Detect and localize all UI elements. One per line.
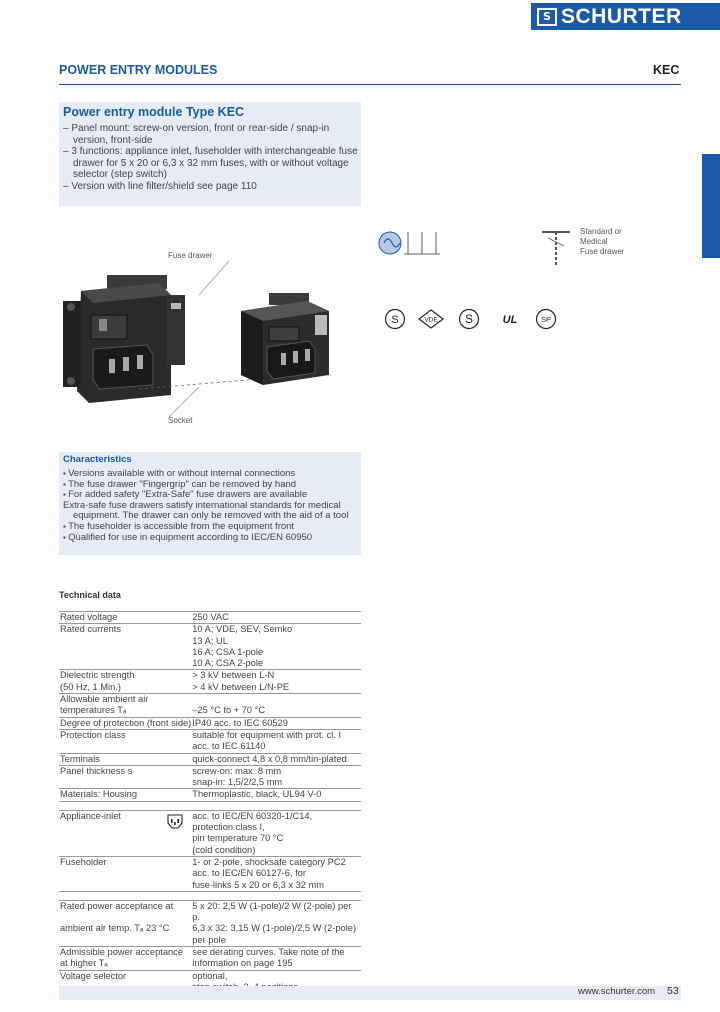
csa-cert-icon [535, 307, 557, 331]
table-row [59, 947, 361, 959]
tech-value: Thermoplastic, black, UL94 V-0 [191, 789, 361, 801]
tech-key [59, 845, 191, 857]
characteristics-title: Characteristics [63, 454, 132, 465]
table-row [59, 753, 361, 765]
tech-value: screw-on: max. 8 mm [191, 765, 361, 777]
intro-title: Power entry module Type KEC [63, 105, 245, 119]
tech-value [191, 694, 361, 706]
tech-value: –25 °C to + 70 °C [192, 705, 266, 716]
table-row [59, 705, 361, 717]
characteristics-item: ▪ Qualified for use in equipment according to IEC/EN 60950 [63, 533, 359, 544]
tech-value: quick-connect 4,8 x 0,8 mm/tin-plated [191, 753, 361, 765]
cert-label: SP [540, 315, 552, 324]
intro-bullet: – 3 functions: appliance inlet, fuseholder with interchangeable fuse drawer for 5 x 20 or 6,3 x 32 mm fuses, with or without voltage selector (step switch) [63, 146, 359, 181]
table-row [59, 822, 361, 833]
characteristics-item: ▪ The fuseholder is accessible from the equipment front [63, 522, 359, 533]
cert-label: S [464, 312, 474, 326]
cert-label: UL [502, 314, 518, 326]
table-row [59, 900, 361, 923]
tech-key [59, 777, 191, 789]
tech-value: pin temperature 70 °C [192, 833, 284, 844]
tech-value: optional, [191, 970, 361, 982]
header-rule [59, 84, 681, 85]
vde-cert-icon [417, 307, 445, 331]
tech-value: > 3 kV between L-N [191, 670, 361, 682]
logo-brand: SCHURTER [561, 4, 682, 28]
tech-key [59, 810, 191, 822]
footer-url[interactable]: www.schurter.com [578, 986, 656, 997]
tech-value: protection class I, [192, 822, 265, 833]
tech-key: temperatures Tₐ [60, 705, 127, 716]
tech-key [59, 647, 191, 658]
tech-key: Voltage selector [59, 970, 191, 982]
characteristics-item: ▪ The fuse drawer "Fingergrip" can be removed by hand [63, 480, 359, 491]
tech-value: 250 VAC [191, 612, 361, 624]
tech-value: acc. to IEC/EN 60127-6, for [192, 868, 306, 879]
tech-value: 13 A; UL [192, 635, 228, 646]
table-row [59, 765, 361, 777]
semko-cert-icon [384, 307, 406, 331]
tech-key: Allowable ambient air [59, 694, 191, 706]
socket-label: Socket [168, 416, 193, 425]
table-row [59, 670, 361, 682]
table-row [59, 868, 361, 879]
table-spacer [59, 891, 361, 900]
tech-key: Rated voltage [59, 612, 191, 624]
table-row [59, 647, 361, 658]
table-row [59, 636, 361, 647]
table-row [59, 935, 361, 947]
intro-box [59, 102, 361, 206]
tech-key: ambient air temp. Tₐ 23 °C [60, 923, 170, 934]
medical-label-line: Standard or [580, 227, 622, 236]
tech-value: 10 A; CSA 2-pole [192, 658, 264, 669]
intro-bullet: – Panel mount: screw-on version, front or rear-side / snap-in version, front-side [63, 123, 359, 146]
logo-mark: S [537, 8, 557, 26]
table-row [59, 612, 361, 624]
table-row [59, 741, 361, 753]
intro-bullet: – Version with line filter/shield see page 110 [63, 181, 359, 193]
characteristics-item: ▪ Versions available with or without internal connections [63, 469, 359, 480]
tech-key [59, 880, 191, 892]
tech-value: fuse-links 5 x 20 or 6,3 x 32 mm [192, 879, 325, 890]
page-number: 53 [667, 985, 679, 997]
tech-value: 10 A; VDE, SEV, Semko [191, 624, 361, 636]
tech-key: Admissible power acceptance [59, 947, 191, 959]
product-photo [59, 255, 361, 420]
tech-key: at higher Tₐ [60, 958, 108, 969]
cert-label: S [391, 314, 399, 326]
tech-value: see derating curves. Take note of the [191, 947, 361, 959]
module-front-view [63, 275, 185, 403]
inlet-socket-icon [165, 813, 185, 829]
section-title: POWER ENTRY MODULES [59, 63, 218, 77]
tech-key: Protection class [59, 729, 191, 741]
medical-drawer-icon [538, 228, 574, 268]
table-row [59, 923, 361, 934]
tech-value: 1- or 2-pole, shocksafe category PC2 [191, 856, 361, 868]
table-row [59, 880, 361, 892]
tech-value: > 4 kV between L/N-PE [192, 681, 290, 692]
ul-cert-icon [497, 307, 523, 331]
tech-value: acc. to IEC 61140 [192, 741, 266, 752]
tech-value: 5 x 20: 2,5 W (1-pole)/2 W (2-pole) per p. [191, 900, 361, 923]
table-row [59, 729, 361, 741]
tech-key: Rated currents [59, 624, 191, 636]
fuse-symbol [376, 226, 446, 260]
table-row [59, 717, 361, 729]
tech-key-text: Appliance-inlet [60, 810, 121, 821]
table-row [59, 777, 361, 789]
characteristics-box [59, 452, 361, 555]
tech-value: information on page 195 [192, 958, 293, 969]
table-row [59, 789, 361, 801]
table-row [59, 856, 361, 868]
table-row [59, 694, 361, 706]
tech-key: Materials: Housing [59, 789, 191, 801]
table-row [59, 658, 361, 670]
fuse-drawer-label: Fuse drawer [168, 251, 213, 260]
tech-key: Terminals [59, 753, 191, 765]
table-row [59, 833, 361, 844]
tech-value: per pole [192, 934, 226, 945]
medical-label-line: Medical [580, 237, 608, 246]
medical-label-line: Fuse drawer [580, 247, 625, 256]
medical-label [580, 227, 624, 257]
tech-key [59, 833, 191, 844]
table-row [59, 624, 361, 636]
table-spacer [59, 801, 361, 810]
tech-value: snap-in: 1,5/2/2,5 mm [192, 777, 283, 788]
tech-value: (cold condition) [192, 844, 256, 855]
technical-table [59, 611, 361, 994]
tech-value: IP40 acc. to IEC 60529 [191, 717, 361, 729]
characteristics-item: ▪ For added safety "Extra-Safe" fuse drawers are available [63, 490, 359, 501]
product-code: KEC [653, 63, 680, 77]
tech-key: Panel thickness s [59, 765, 191, 777]
tech-value: 6,3 x 32: 3,15 W (1-pole)/2,5 W (2-pole) [192, 923, 357, 934]
tech-key: Dielectric strength [59, 670, 191, 682]
table-row [59, 958, 361, 970]
tech-key [59, 658, 191, 670]
table-row [59, 845, 361, 857]
tech-key: Fuseholder [59, 856, 191, 868]
table-row [59, 970, 361, 982]
table-row [59, 810, 361, 822]
cert-label: VDE [424, 316, 438, 324]
tech-key [59, 636, 191, 647]
technical-title: Technical data [59, 590, 121, 600]
intro-list [63, 123, 359, 192]
characteristics-item: Extra-safe fuse drawers satisfy international standards for medical equipment. The drawer can only be removed with the aid of a tool [63, 499, 349, 522]
tech-key: Degree of protection (front side) [60, 717, 192, 728]
characteristics-list [63, 469, 359, 543]
tech-value: 16 A; CSA 1-pole [192, 646, 264, 657]
tech-key [59, 741, 191, 753]
tech-key [59, 935, 191, 947]
schurter-logo [531, 3, 720, 30]
tech-value: suitable for equipment with prot. cl. I [191, 729, 361, 741]
sev-cert-icon [458, 307, 480, 331]
side-tab [702, 154, 720, 258]
tech-value: acc. to IEC/EN 60320-1/C14, [191, 810, 361, 822]
module-rear-view [241, 293, 329, 385]
tech-key: Rated power acceptance at [59, 900, 191, 923]
table-row [59, 682, 361, 694]
tech-key: (50 Hz, 1 Min.) [60, 681, 121, 692]
tech-key [59, 868, 191, 879]
